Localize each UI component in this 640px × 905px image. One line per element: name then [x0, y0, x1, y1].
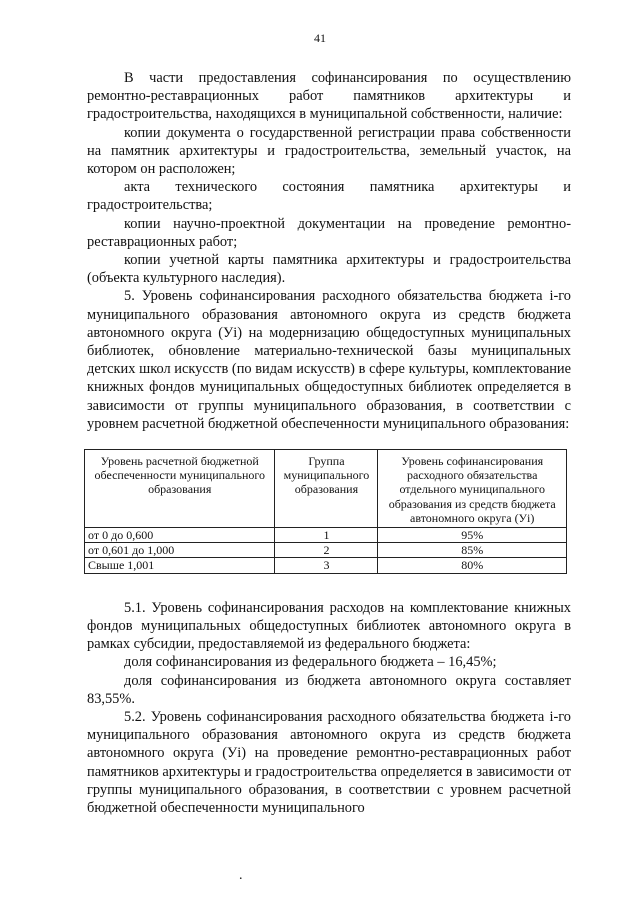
paragraph: копии учетной карты памятника архитектуры и градостроительства (объекта культурного наследия).: [87, 252, 571, 287]
table-cell: 95%: [378, 528, 567, 543]
paragraph: 5.1. Уровень софинансирования расходов на комплектование книжных фондов муниципальных общедоступных библиотек автономного округа в рамках субсидии, предоставляемой из федерального бюджета:: [87, 599, 571, 653]
table-cell: Свыше 1,001: [85, 558, 275, 573]
table-cell: 3: [275, 558, 378, 573]
table-row: [85, 528, 567, 543]
table-header-cell: Уровень расчетной бюджетной обеспеченности муниципального образования: [85, 450, 275, 528]
paragraph: 5.2. Уровень софинансирования расходного обязательства бюджета i-го муниципального образования автономного округа из средств бюджета автономного округа (Уi) на проведение ремонтно-реставрационных работ памятников архитектуры и градостроительства определяется в зависимости от группы муниципального образования, в соответствии с уровнем расчетной бюджетной обеспеченности муниципального: [87, 708, 571, 816]
paragraph: В части предоставления софинансирования по осуществлению ремонтно-реставрационных работ памятников архитектуры и градостроительства, находящихся в муниципальной собственности, наличие:: [87, 70, 571, 123]
table-row: [85, 543, 567, 558]
page-number: 41: [314, 31, 326, 45]
table-cell: 80%: [378, 558, 567, 573]
table-header-row: [85, 450, 567, 528]
table-cell: от 0,601 до 1,000: [85, 543, 275, 558]
paragraph: 5. Уровень софинансирования расходного обязательства бюджета i-го муниципального образования автономного округа из средств бюджета автономного округа (Уi) на модернизацию общедоступных муниципальных библиотек, обновление материально-технической базы муниципальных детских школ искусств (по видам искусств) в сфере культуры, комплектование книжных фондов муниципальных общедоступных библиотек определяется в зависимости от группы муниципального образования, в соответствии с уровнем расчетной бюджетной обеспеченности муниципального образования:: [87, 288, 571, 432]
table-cell: 2: [275, 543, 378, 558]
paragraph: акта технического состояния памятника архитектуры и градостроительства;: [87, 179, 571, 214]
table-header-cell: Группа муниципального образования: [275, 450, 378, 528]
table-cell: 1: [275, 528, 378, 543]
table-cell: от 0 до 0,600: [85, 528, 275, 543]
paragraph: копии научно-проектной документации на проведение ремонтно-реставрационных работ;: [87, 215, 571, 250]
table-cell: 85%: [378, 543, 567, 558]
cofinancing-table: [84, 449, 567, 574]
footer-mark: .: [239, 868, 243, 883]
paragraph: доля софинансирования из бюджета автономного округа составляет 83,55%.: [87, 672, 571, 707]
table-row: [85, 558, 567, 573]
document-body: [87, 69, 571, 817]
paragraph: доля софинансирования из федерального бюджета – 16,45%;: [124, 654, 497, 671]
paragraph: копии документа о государственной регистрации права собственности на памятник архитектуры и градостроительства, земельный участок, на котором он расположен;: [87, 124, 571, 178]
table-header-cell: Уровень софинансирования расходного обязательства отдельного муниципального образования из средств бюджета автономного округа (Уi): [378, 450, 567, 528]
